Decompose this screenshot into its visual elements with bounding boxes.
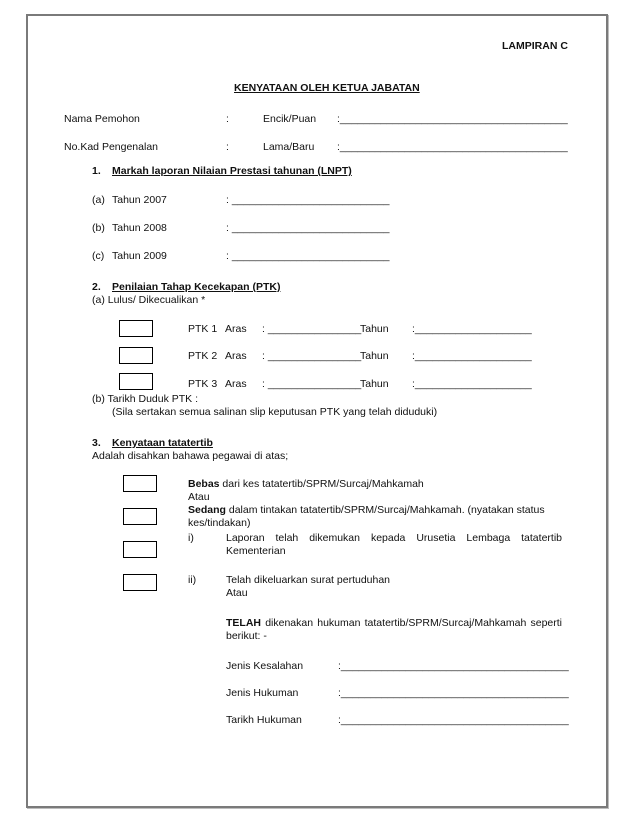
jenis-kesalahan-field[interactable]: :_______________________________________ — [338, 660, 569, 672]
lnpt-row-label: Tahun 2007 — [112, 194, 167, 206]
lnpt-row-label: Tahun 2009 — [112, 250, 167, 262]
encik-puan-label: Encik/Puan — [263, 113, 317, 125]
telah-keyword: TELAH — [226, 617, 261, 629]
sedang-text — [188, 504, 545, 517]
item-ii-number: ii) — [188, 574, 197, 586]
lama-baru-label: Lama/Baru — [263, 141, 315, 153]
tarikh-hukuman-field[interactable]: :_______________________________________ — [338, 714, 569, 726]
lnpt-row-label: Tahun 2008 — [112, 222, 167, 234]
telah-cont: berikut: - — [226, 630, 267, 642]
lnpt-2007-field[interactable]: : ___________________________ — [226, 194, 390, 206]
lnpt-2009-field[interactable]: : ___________________________ — [226, 250, 390, 262]
kad-colon: : — [226, 141, 229, 153]
section-3-number: 3. — [92, 437, 101, 449]
section-1-number: 1. — [92, 165, 101, 177]
sedang-keyword: Sedang — [188, 504, 226, 516]
ptk-row-label: PTK 2 — [188, 350, 218, 362]
nama-pemohon-field[interactable]: :_______________________________________ — [337, 113, 568, 125]
ptk-aras-label: Aras — [225, 378, 247, 390]
item-i-text: Laporan telah dikemukan kepada Urusetia Lembaga tatatertib — [226, 532, 562, 544]
ptk-row-label: PTK 3 — [188, 378, 218, 390]
ptk-1-tahun-field[interactable]: :____________________ — [412, 323, 532, 335]
ptk-row-label: PTK 1 — [188, 323, 218, 335]
ptk-1-checkbox[interactable] — [119, 320, 153, 337]
lnpt-2008-field[interactable]: : ___________________________ — [226, 222, 390, 234]
lnpt-row-letter: (b) — [92, 222, 105, 234]
ptk-aras-label: Aras — [225, 323, 247, 335]
kad-pengenalan-label: No.Kad Pengenalan — [64, 141, 158, 153]
ptk-1-aras-field[interactable]: : ________________ — [262, 323, 362, 335]
tarikh-hukuman-label: Tarikh Hukuman — [226, 714, 302, 726]
item-i-text-cont: Kementerian — [226, 545, 286, 557]
section-3-heading: Kenyataan tatatertib — [112, 437, 213, 449]
atau-label: Atau — [226, 587, 248, 599]
lampiran-label: LAMPIRAN C — [502, 40, 568, 52]
ptk-tahun-label: Tahun — [360, 323, 389, 335]
page-title: KENYATAAN OLEH KETUA JABATAN — [234, 82, 420, 94]
ptk-2-tahun-field[interactable]: :____________________ — [412, 350, 532, 362]
lnpt-row-letter: (a) — [92, 194, 105, 206]
ptk-tahun-label: Tahun — [360, 378, 389, 390]
ptk-3-checkbox[interactable] — [119, 373, 153, 390]
ptk-aras-label: Aras — [225, 350, 247, 362]
nama-pemohon-label: Nama Pemohon — [64, 113, 140, 125]
jenis-hukuman-label: Jenis Hukuman — [226, 687, 299, 699]
telah-text — [226, 617, 562, 630]
sedang-checkbox[interactable] — [123, 508, 157, 525]
section-1-heading: Markah laporan Nilaian Prestasi tahunan (LNPT) — [112, 165, 352, 177]
sedang-status-cont: kes/tindakan) — [188, 517, 251, 529]
bebas-checkbox[interactable] — [123, 475, 157, 492]
laporan-checkbox[interactable] — [123, 541, 157, 558]
tarikh-duduk-ptk-label: (b) Tarikh Duduk PTK : — [92, 393, 199, 405]
bebas-description: dari kes tatatertib/SPRM/Surcaj/Mahkamah — [219, 478, 424, 490]
telah-description: dikenakan hukuman tatatertib/SPRM/Surcaj/Mahkamah seperti — [261, 617, 562, 629]
jenis-kesalahan-label: Jenis Kesalahan — [226, 660, 304, 672]
section-2-heading: Penilaian Tahap Kecekapan (PTK) — [112, 281, 281, 293]
sedang-description: dalam tintakan tatatertib/SPRM/Surcaj/Mahkamah. (nyatakan status — [225, 504, 545, 516]
ptk-note: (Sila sertakan semua salinan slip keputusan PTK yang telah diduduki) — [112, 406, 438, 418]
ptk-lulus-label: (a) Lulus/ Dikecualikan * — [92, 294, 206, 306]
jenis-hukuman-field[interactable]: :_______________________________________ — [338, 687, 569, 699]
ptk-3-tahun-field[interactable]: :____________________ — [412, 378, 532, 390]
pertuduhan-checkbox[interactable] — [123, 574, 157, 591]
atau-label: Atau — [188, 491, 210, 503]
nama-colon: : — [226, 113, 229, 125]
ptk-3-aras-field[interactable]: : ________________ — [262, 378, 362, 390]
kad-pengenalan-field[interactable]: :_______________________________________ — [337, 141, 568, 153]
ptk-tahun-label: Tahun — [360, 350, 389, 362]
bebas-keyword: Bebas — [188, 478, 220, 490]
ptk-2-aras-field[interactable]: : ________________ — [262, 350, 362, 362]
lnpt-row-letter: (c) — [92, 250, 105, 262]
bebas-text — [188, 478, 424, 491]
ptk-2-checkbox[interactable] — [119, 347, 153, 364]
section-3-intro: Adalah disahkan bahawa pegawai di atas; — [92, 450, 289, 462]
item-i-number: i) — [188, 532, 194, 544]
item-ii-text: Telah dikeluarkan surat pertuduhan — [226, 574, 391, 586]
section-2-number: 2. — [92, 281, 101, 293]
